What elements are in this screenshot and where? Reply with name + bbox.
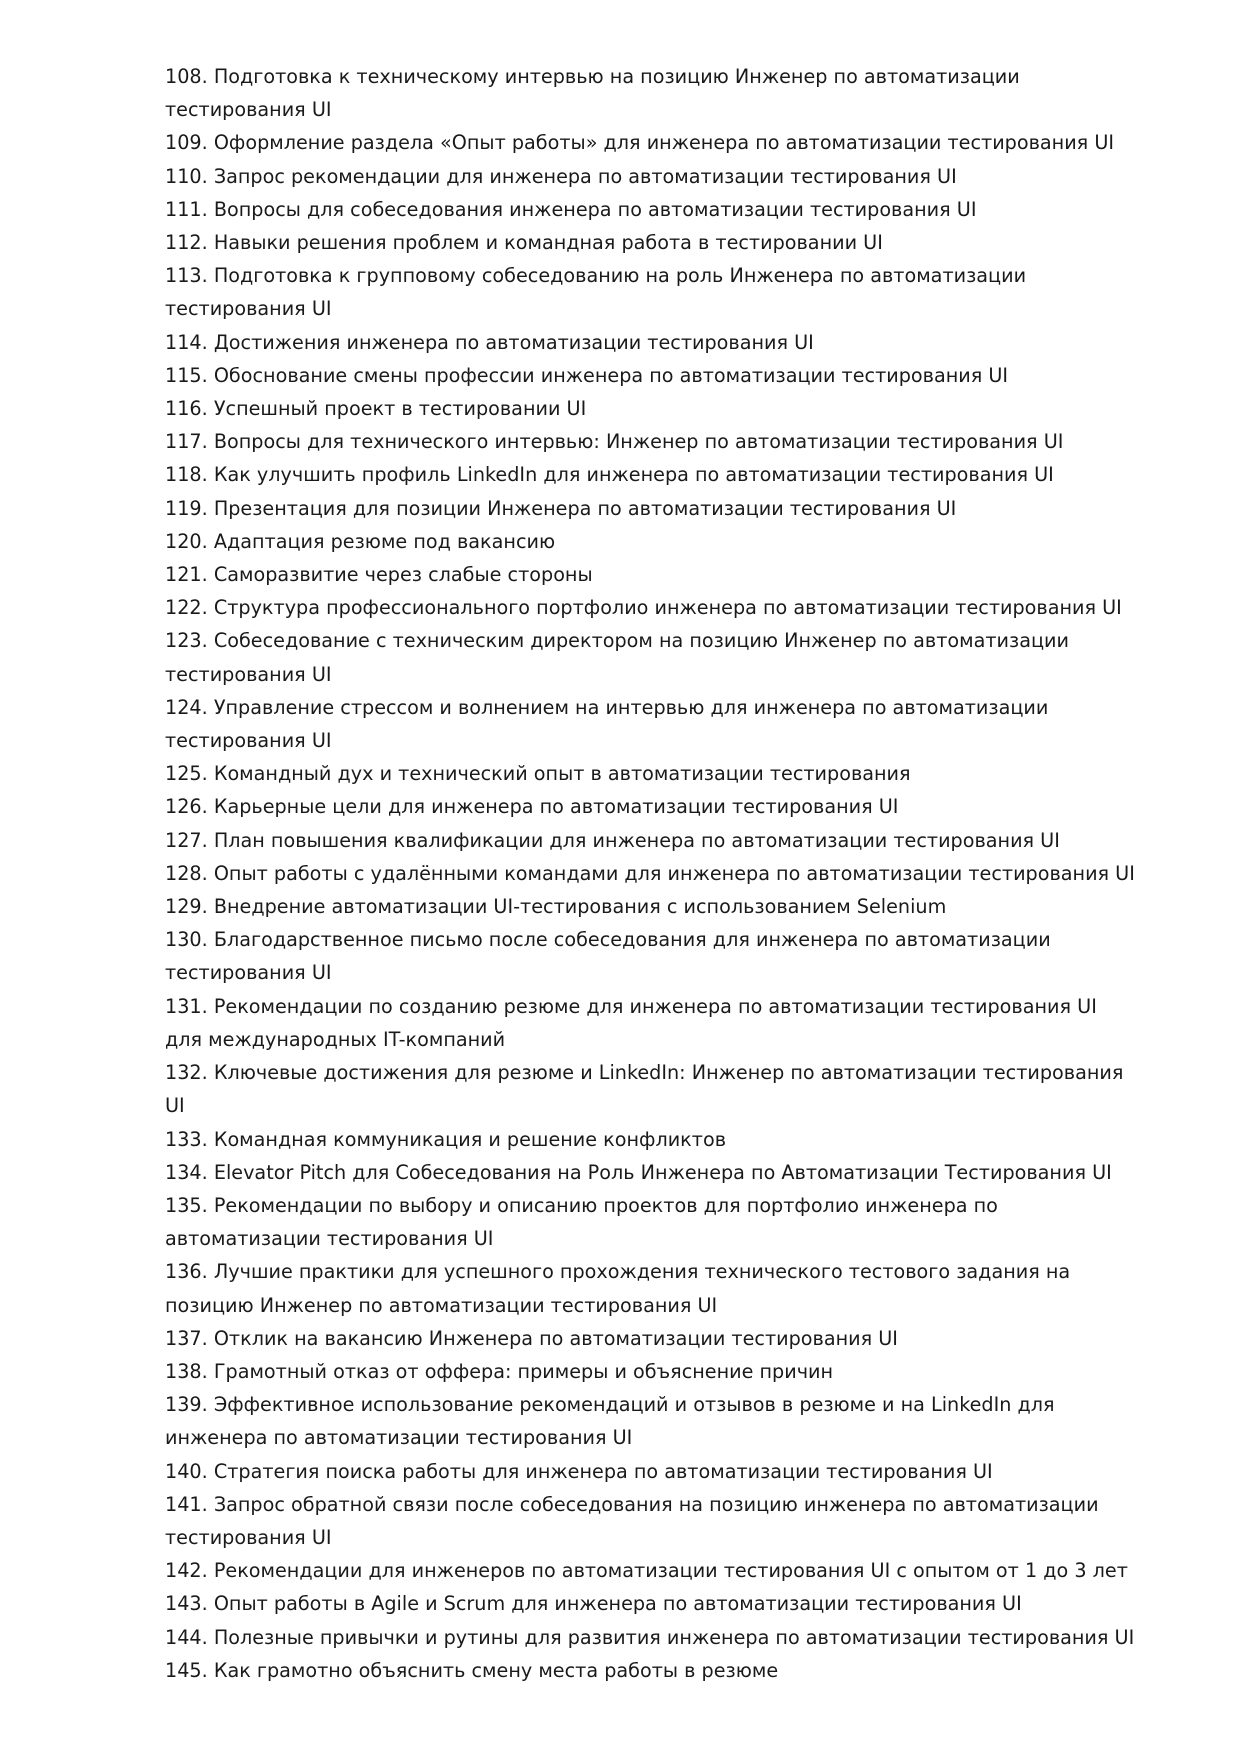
list-item-text: 123. Собеседование с техническим директором на позицию Инженер по автоматизации <box>165 629 1069 653</box>
list-item-text: 109. Оформление раздела «Опыт работы» для инженера по автоматизации тестирования UI <box>165 131 1115 155</box>
list-item <box>165 359 1090 392</box>
list-item <box>165 259 1090 325</box>
list-item <box>165 923 1090 989</box>
list-item <box>165 990 1097 1056</box>
list-item-text: 139. Эффективное использование рекомендаций и отзывов в резюме и на LinkedIn для <box>165 1393 1055 1417</box>
list-item <box>165 1255 1090 1321</box>
list-item <box>165 1388 1090 1454</box>
list-item-text: 142. Рекомендации для инженеров по автоматизации тестирования UI с опытом от 1 до 3 лет <box>165 1559 1128 1583</box>
list-item-text: 113. Подготовка к групповому собеседованию на роль Инженера по автоматизации <box>165 264 1027 288</box>
list-item-text: 121. Саморазвитие через слабые стороны <box>165 563 593 587</box>
list-item-text: 143. Опыт работы в Agile и Scrum для инженера по автоматизации тестирования UI <box>165 1592 1022 1616</box>
list-item <box>165 1156 1112 1189</box>
list-item-text: 136. Лучшие практики для успешного прохождения технического тестового задания на <box>165 1260 1071 1284</box>
list-item-text: 133. Командная коммуникация и решение конфликтов <box>165 1127 727 1151</box>
list-item-text: 140. Стратегия поиска работы для инженера по автоматизации тестирования UI <box>165 1459 993 1483</box>
list-item-text: 129. Внедрение автоматизации UI-тестирования с использованием Selenium <box>165 895 947 919</box>
list-item <box>165 624 1090 690</box>
list-item <box>165 558 1090 591</box>
list-item <box>165 1056 1124 1122</box>
list-item-text: 135. Рекомендации по выбору и описанию проектов для портфолио инженера по <box>165 1193 998 1217</box>
list-item <box>165 757 1090 790</box>
list-item-text: 120. Адаптация резюме под вакансию <box>165 529 556 553</box>
list-item-text: 137. Отклик на вакансию Инженера по автоматизации тестирования UI <box>165 1326 898 1350</box>
list-item <box>165 824 1090 857</box>
list-item <box>165 1455 1090 1488</box>
list-item-text: 114. Достижения инженера по автоматизации тестирования UI <box>165 330 814 354</box>
list-item-text: 141. Запрос обратной связи после собеседования на позицию инженера по автоматизации <box>165 1492 1099 1516</box>
list-item-text: 112. Навыки решения проблем и командная работа в тестировании UI <box>165 231 883 255</box>
list-item-text: 116. Успешный проект в тестировании UI <box>165 397 587 421</box>
list-item-text: 124. Управление стрессом и волнением на интервью для инженера по автоматизации <box>165 695 1049 719</box>
list-item <box>165 1554 1128 1587</box>
list-item <box>165 126 1115 159</box>
list-item-text: 126. Карьерные цели для инженера по автоматизации тестирования UI <box>165 795 899 819</box>
list-item-text: 134. Elevator Pitch для Собеседования на Роль Инженера по Автоматизации Тестирования UI <box>165 1160 1112 1184</box>
list-item-text: 110. Запрос рекомендации для инженера по автоматизации тестирования UI <box>165 164 957 188</box>
list-item <box>165 458 1090 491</box>
list-item-text: 132. Ключевые достижения для резюме и LinkedIn: Инженер по автоматизации тестирования <box>165 1061 1124 1085</box>
list-item-text: 145. Как грамотно объяснить смену места работы в резюме <box>165 1658 779 1682</box>
list-item-text: для международных IT-компаний <box>165 1027 506 1051</box>
list-item <box>165 492 1090 525</box>
list-item-text: 115. Обоснование смены профессии инженера по автоматизации тестирования UI <box>165 363 1009 387</box>
list-item-text: 117. Вопросы для технического интервью: Инженер по автоматизации тестирования UI <box>165 430 1064 454</box>
list-item <box>165 890 1090 923</box>
list-item-text: тестирования UI <box>165 662 332 686</box>
list-item-text: 138. Грамотный отказ от оффера: примеры и объяснение причин <box>165 1359 834 1383</box>
list-item-text: 119. Презентация для позиции Инженера по автоматизации тестирования UI <box>165 496 957 520</box>
list-item <box>165 691 1090 757</box>
list-item <box>165 525 1090 558</box>
list-item <box>165 1621 1135 1654</box>
list-item-text: инженера по автоматизации тестирования UI <box>165 1426 633 1450</box>
list-item-text: 128. Опыт работы с удалёнными командами для инженера по автоматизации тестирования UI <box>165 861 1135 885</box>
list-item <box>165 857 1135 890</box>
list-item <box>165 326 1090 359</box>
list-item-text: 118. Как улучшить профиль LinkedIn для инженера по автоматизации тестирования UI <box>165 463 1054 487</box>
list-item-text: 111. Вопросы для собеседования инженера по автоматизации тестирования UI <box>165 197 977 221</box>
list-item-text: 131. Рекомендации по созданию резюме для инженера по автоматизации тестирования UI <box>165 994 1097 1018</box>
list-item <box>165 160 1090 193</box>
list-item-text: 125. Командный дух и технический опыт в автоматизации тестирования <box>165 762 911 786</box>
list-item-text: тестирования UI <box>165 1525 332 1549</box>
list-item <box>165 1654 1090 1687</box>
list-item <box>165 1355 1090 1388</box>
list-item-text: автоматизации тестирования UI <box>165 1227 494 1251</box>
list-item <box>165 790 1090 823</box>
list-item <box>165 1488 1099 1554</box>
list-item-text: позицию Инженер по автоматизации тестирования UI <box>165 1293 718 1317</box>
list-item-text: тестирования UI <box>165 98 332 122</box>
list-item <box>165 1123 1090 1156</box>
list-item <box>165 193 1090 226</box>
list-item <box>165 425 1090 458</box>
list-item <box>165 591 1122 624</box>
list-item-text: тестирования UI <box>165 729 332 753</box>
list-item-text: 130. Благодарственное письмо после собеседования для инженера по автоматизации <box>165 928 1051 952</box>
list-item-text: 108. Подготовка к техническому интервью на позицию Инженер по автоматизации <box>165 65 1020 88</box>
list-item-text: 127. План повышения квалификации для инженера по автоматизации тестирования UI <box>165 828 1060 852</box>
list-item <box>165 1587 1090 1620</box>
list-item <box>165 226 1090 259</box>
list-item <box>165 1322 1090 1355</box>
list-item-text: UI <box>165 1094 185 1118</box>
list-item-text: 122. Структура профессионального портфолио инженера по автоматизации тестирования UI <box>165 596 1122 620</box>
list-item <box>165 392 1090 425</box>
list-item <box>165 1189 1090 1255</box>
list-item <box>165 60 1090 126</box>
list-item-text: тестирования UI <box>165 297 332 321</box>
list-item-text: тестирования UI <box>165 961 332 985</box>
topic-list <box>165 60 1135 1687</box>
list-item-text: 144. Полезные привычки и рутины для развития инженера по автоматизации тестирования UI <box>165 1625 1135 1649</box>
